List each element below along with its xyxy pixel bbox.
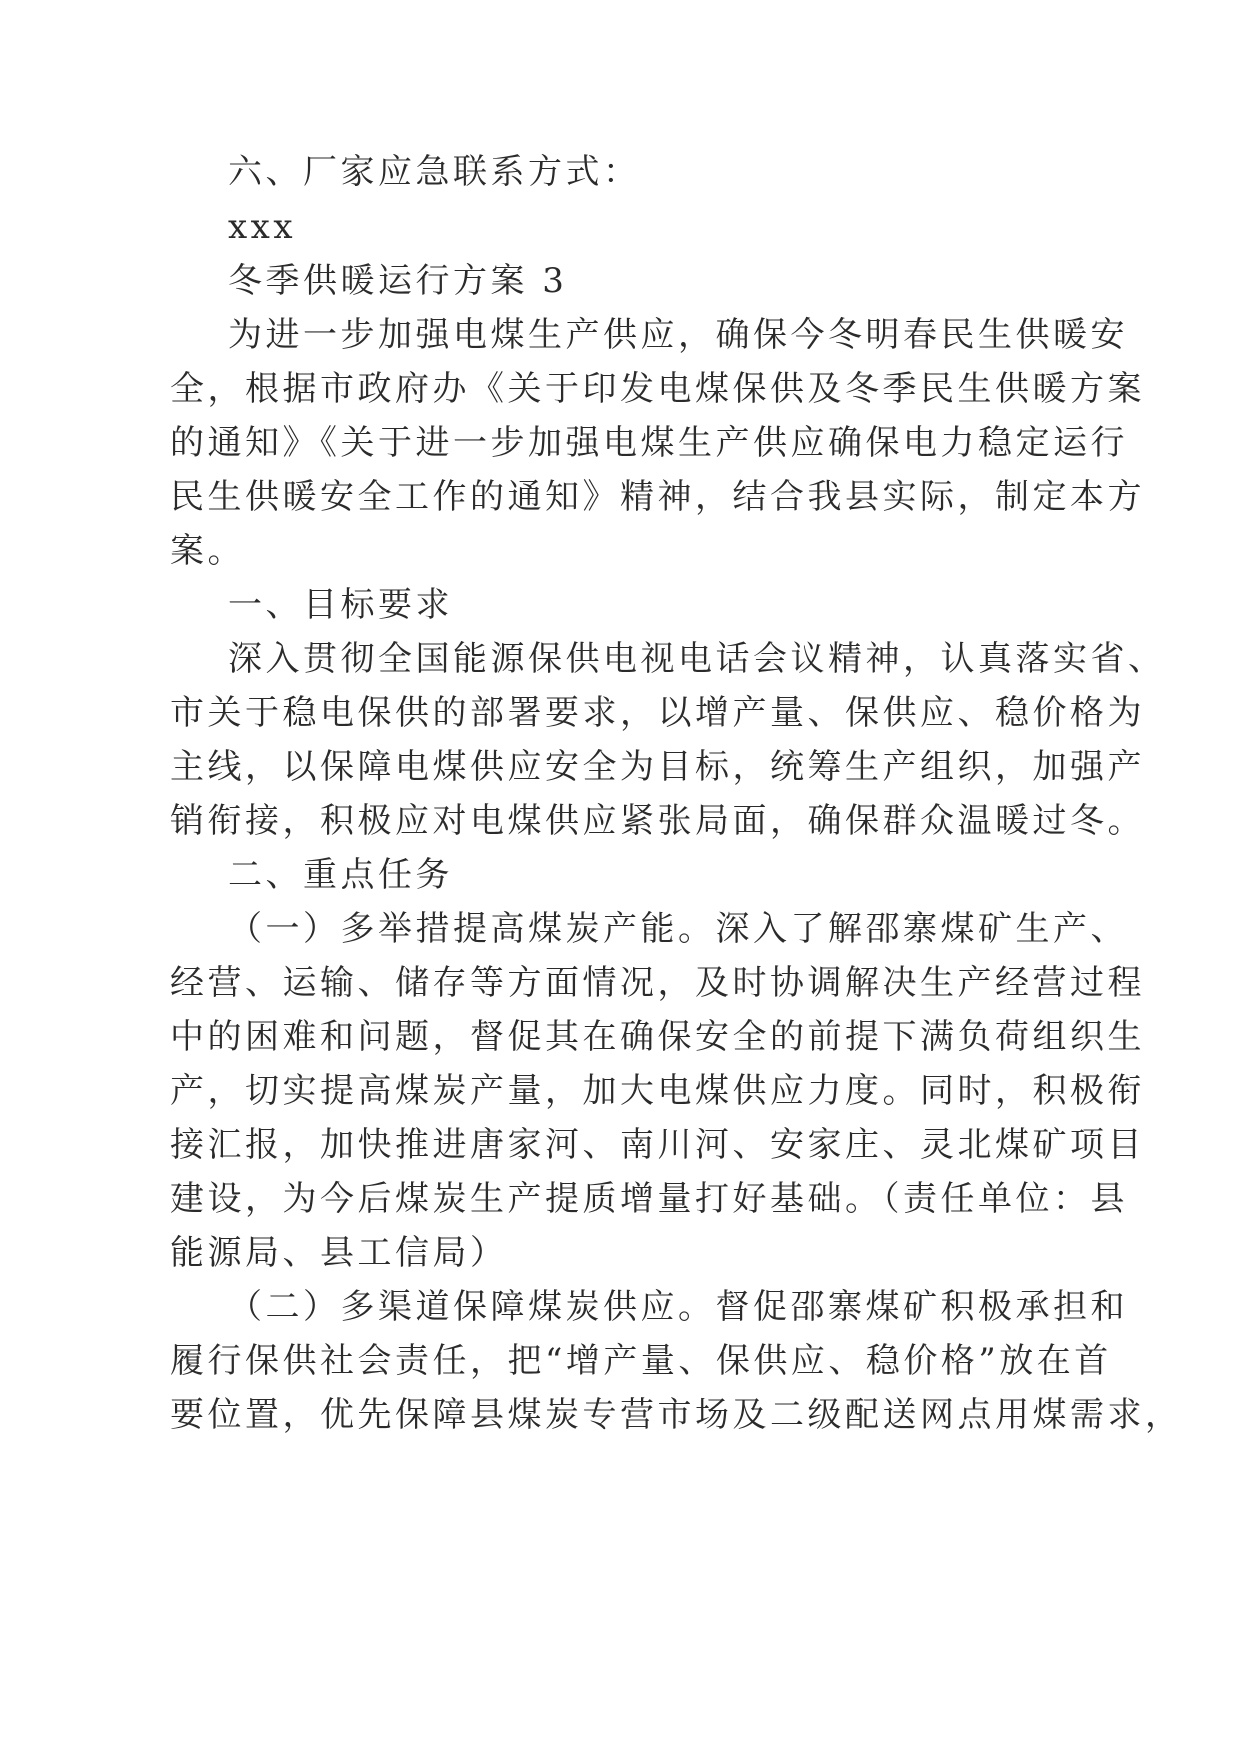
paragraph-line: 全，根据市政府办《关于印发电煤保供及冬季民生供暖方案: [170, 369, 1145, 409]
document-title: 冬季供暖运行方案 3: [228, 261, 568, 301]
paragraph-line: 产，切实提高煤炭产量，加大电煤供应力度。同时，积极衔: [170, 1071, 1145, 1111]
paragraph-line: 销衔接，积极应对电煤供应紧张局面，确保群众温暖过冬。: [170, 801, 1145, 841]
paragraph-line: 接汇报，加快推进唐家河、南川河、安家庄、灵北煤矿项目: [170, 1125, 1145, 1165]
contact-placeholder: xxx: [228, 207, 297, 247]
paragraph-line: 建设，为今后煤炭生产提质增量打好基础。（责任单位：县: [170, 1179, 1128, 1219]
section-heading-contact: 六、厂家应急联系方式：: [228, 152, 641, 192]
paragraph-line: 深入贯彻全国能源保供电视电话会议精神，认真落实省、: [228, 639, 1166, 679]
paragraph-line: 能源局、县工信局）: [170, 1233, 508, 1273]
paragraph-line: 市关于稳电保供的部署要求，以增产量、保供应、稳价格为: [170, 693, 1145, 733]
paragraph-line: （二）多渠道保障煤炭供应。督促邵寨煤矿积极承担和: [228, 1287, 1128, 1327]
paragraph-line: 经营、运输、储存等方面情况，及时协调解决生产经营过程: [170, 963, 1145, 1003]
paragraph-line: 的通知》《关于进一步加强电煤生产供应确保电力稳定运行: [170, 423, 1128, 463]
paragraph-line: 民生供暖安全工作的通知》精神，结合我县实际，制定本方: [170, 477, 1145, 517]
paragraph-line: 主线，以保障电煤供应安全为目标，统筹生产组织，加强产: [170, 747, 1145, 787]
paragraph-line: 为进一步加强电煤生产供应，确保今冬明春民生供暖安: [228, 315, 1128, 355]
section-heading-tasks: 二、重点任务: [228, 855, 453, 895]
paragraph-line: 案。: [170, 531, 245, 571]
paragraph-line: 中的困难和问题，督促其在确保安全的前提下满负荷组织生: [170, 1017, 1145, 1057]
paragraph-line: （一）多举措提高煤炭产能。深入了解邵寨煤矿生产、: [228, 909, 1128, 949]
paragraph-line: 要位置，优先保障县煤炭专营市场及二级配送网点用煤需求，: [170, 1395, 1183, 1435]
section-heading-goals: 一、目标要求: [228, 585, 453, 625]
paragraph-line: 履行保供社会责任，把“增产量、保供应、稳价格”放在首: [170, 1341, 1112, 1381]
